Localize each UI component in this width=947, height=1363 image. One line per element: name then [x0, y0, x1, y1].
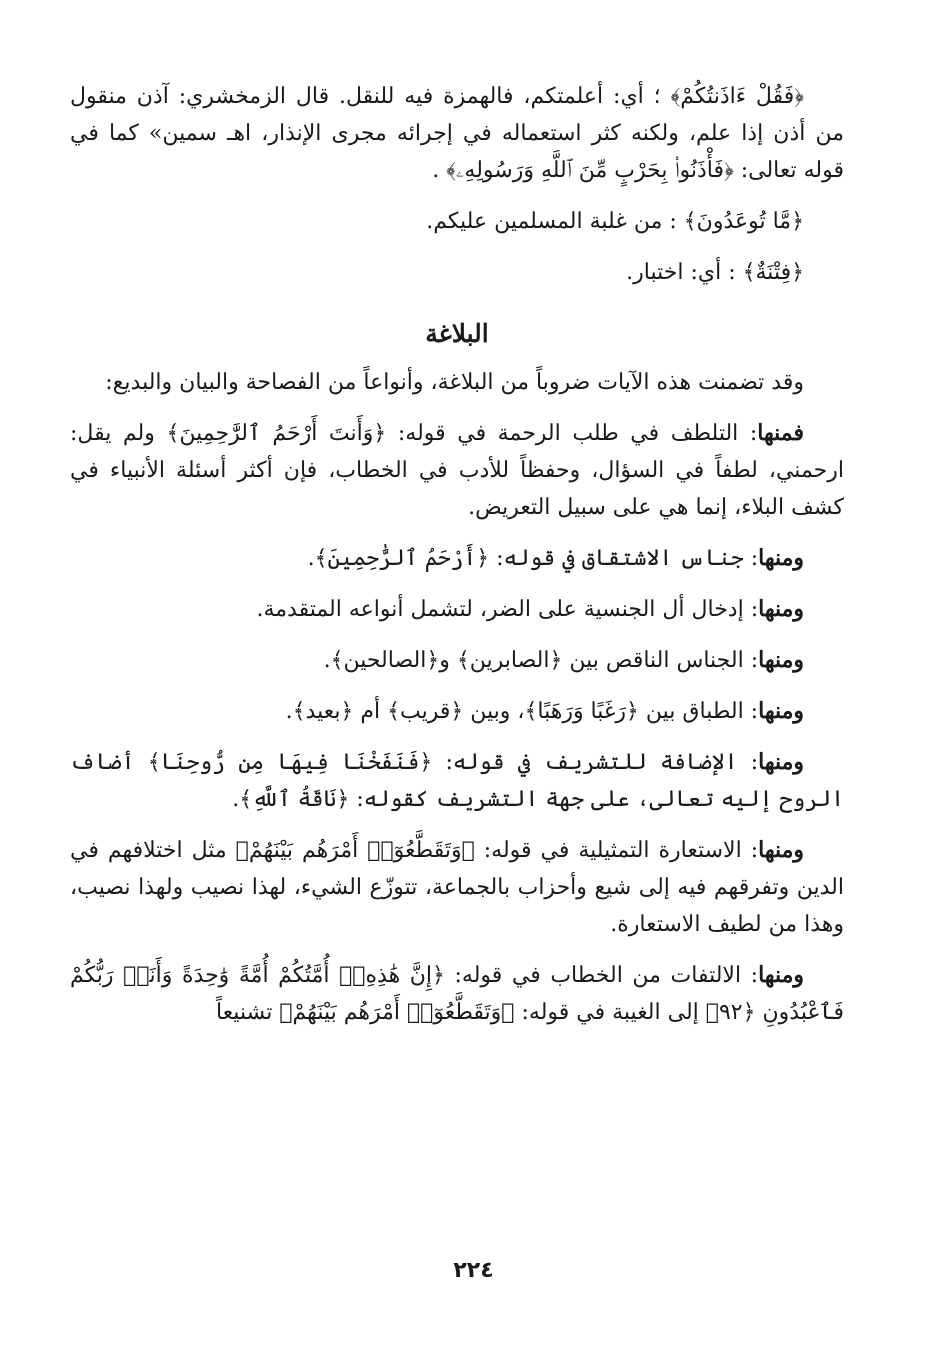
keyword: ومنها	[758, 749, 805, 775]
paragraph-7	[70, 591, 844, 628]
paragraph-text: : الطباق بين	[638, 699, 759, 724]
paragraph-3	[70, 254, 844, 291]
paragraph-text: : جناس الاشتقاق في قوله:	[489, 546, 759, 571]
paragraph-8	[70, 642, 844, 679]
paragraph-6	[70, 540, 844, 577]
quoted-word: ﴿بعيد﴾	[292, 699, 354, 724]
paragraph-text: مثل اختلافهم في الدين وتفرقهم فيه إلى شيع وأحزاب بالجماعة، تتوزّع الشيء، لهذا نصيب ولهذا نصيب، وهذا من لطيف الاستعارة.	[70, 838, 844, 937]
paragraph-text: ؛ أي: أعلمتكم، فالهمزة فيه للنقل. قال الزمخشري: آذن منقول من أذن إذا علم، ولكنه كثر استعماله في إجرائه مجرى الإنذار، اهـ سمين» كما في قوله تعالى:	[70, 84, 844, 183]
keyword: فمنها	[757, 420, 805, 446]
paragraph-text: : إدخال أل الجنسية على الضر، لتشمل أنواعه المتقدمة.	[256, 597, 759, 622]
paragraph-text: تشنيعاً	[215, 1000, 280, 1025]
paragraph-12	[70, 957, 844, 1031]
keyword: ومنها	[758, 545, 804, 571]
paragraph-text: : الاستعارة التمثيلية في قوله:	[474, 838, 759, 863]
keyword: ومنها	[758, 837, 804, 863]
paragraph-text: أضاف الروح إليه تعالى، على جهة التشريف كقوله:	[70, 750, 844, 812]
paragraph-text: و	[439, 648, 457, 673]
paragraph-10	[70, 744, 844, 818]
paragraph-text: : الإضافة للتشريف في قوله:	[432, 750, 759, 775]
paragraph-text: إلى الغيبة في قوله:	[514, 1000, 706, 1025]
paragraph-end: .	[323, 648, 331, 673]
paragraph-text: ، وبين	[463, 699, 525, 724]
quran-quote: ﴿وَأَنتَ أَرْحَمُ ٱلرَّٰحِمِينَ﴾	[166, 421, 387, 446]
section-heading: البلاغة	[425, 319, 489, 348]
paragraph-2	[70, 203, 844, 240]
quoted-word: ﴿الصابرين﴾	[456, 648, 563, 673]
paragraph-end: .	[307, 546, 315, 571]
paragraph-end: .	[432, 158, 440, 183]
keyword: ومنها	[758, 596, 804, 622]
paragraph-end: .	[285, 699, 293, 724]
quran-quote: ﴿فَأْذَنُوا۟ بِحَرْبٍ مِّنَ ٱللَّهِ وَرَسُولِهِۦ﴾	[446, 158, 734, 183]
paragraph-5	[70, 415, 844, 526]
page-body	[70, 78, 844, 1045]
quran-quote: ﴿وَتَقَطَّعُوٓا۟ أَمْرَهُم بَيْنَهُمْ﴾	[279, 1000, 515, 1025]
paragraph-4: وقد تضمنت هذه الآيات ضروباً من البلاغة، وأنواعاً من الفصاحة والبيان والبديع:	[105, 370, 804, 395]
quran-quote: ﴿فَقُلْ ءَاذَنتُكُمْ﴾	[670, 84, 804, 109]
keyword: ومنها	[758, 647, 804, 673]
paragraph-11	[70, 832, 844, 943]
paragraph-text: : من غلبة المسلمين عليكم.	[426, 209, 677, 234]
paragraph-text: ولم يقل: ارحمني، لطفاً في السؤال، وحفظاً للأدب في الخطاب، فإن أكثر أسئلة الأنبياء في كشف البلاء، إنما هي على سبيل التعريض.	[70, 421, 844, 520]
page-number: ٢٢٤	[453, 1258, 494, 1283]
paragraph-text: : أي: اختبار.	[626, 260, 736, 285]
quoted-word: ﴿قريب﴾	[387, 699, 464, 724]
quran-quote: ﴿نَاقَةُ ٱللَّهِ﴾	[239, 787, 350, 812]
paragraph-1	[70, 78, 844, 189]
quran-quote: ﴿إِنَّ هَٰذِهِۦٓ أُمَّتُكُمْ أُمَّةً وَٰحِدَةً وَأَنَا۠ رَبُّكُمْ فَٱعْبُدُونِ ﴿٩٢﴾	[70, 963, 844, 1025]
keyword: ومنها	[758, 698, 804, 724]
quran-quote: ﴿أَرْحَمُ ٱلرَّٰحِمِينَ﴾	[314, 546, 490, 571]
quran-quote: ﴿رَغَبًا وَرَهَبًا﴾	[524, 699, 639, 724]
paragraph-text: : الجناس الناقص بين	[562, 648, 759, 673]
paragraph-text: : التلطف في طلب الرحمة في قوله:	[386, 421, 758, 446]
quran-quote: ﴿مَّا تُوعَدُونَ﴾	[683, 209, 804, 234]
keyword: ومنها	[758, 962, 804, 988]
paragraph-text: : الالتفات من الخطاب في قوله:	[444, 963, 759, 988]
paragraph-end: .	[232, 787, 240, 812]
quran-quote: ﴿فَنَفَخْنَا فِيهَا مِن رُّوحِنَا﴾	[147, 750, 433, 775]
paragraph-9	[70, 693, 844, 730]
quran-quote: ﴿وَتَقَطَّعُوٓا۟ أَمْرَهُم بَيْنَهُمْ﴾	[235, 838, 475, 863]
paragraph-text: أم	[353, 699, 388, 724]
quoted-word: ﴿الصالحين﴾	[330, 648, 440, 673]
quran-quote: ﴿فِتْنَةٌ﴾	[742, 260, 804, 285]
